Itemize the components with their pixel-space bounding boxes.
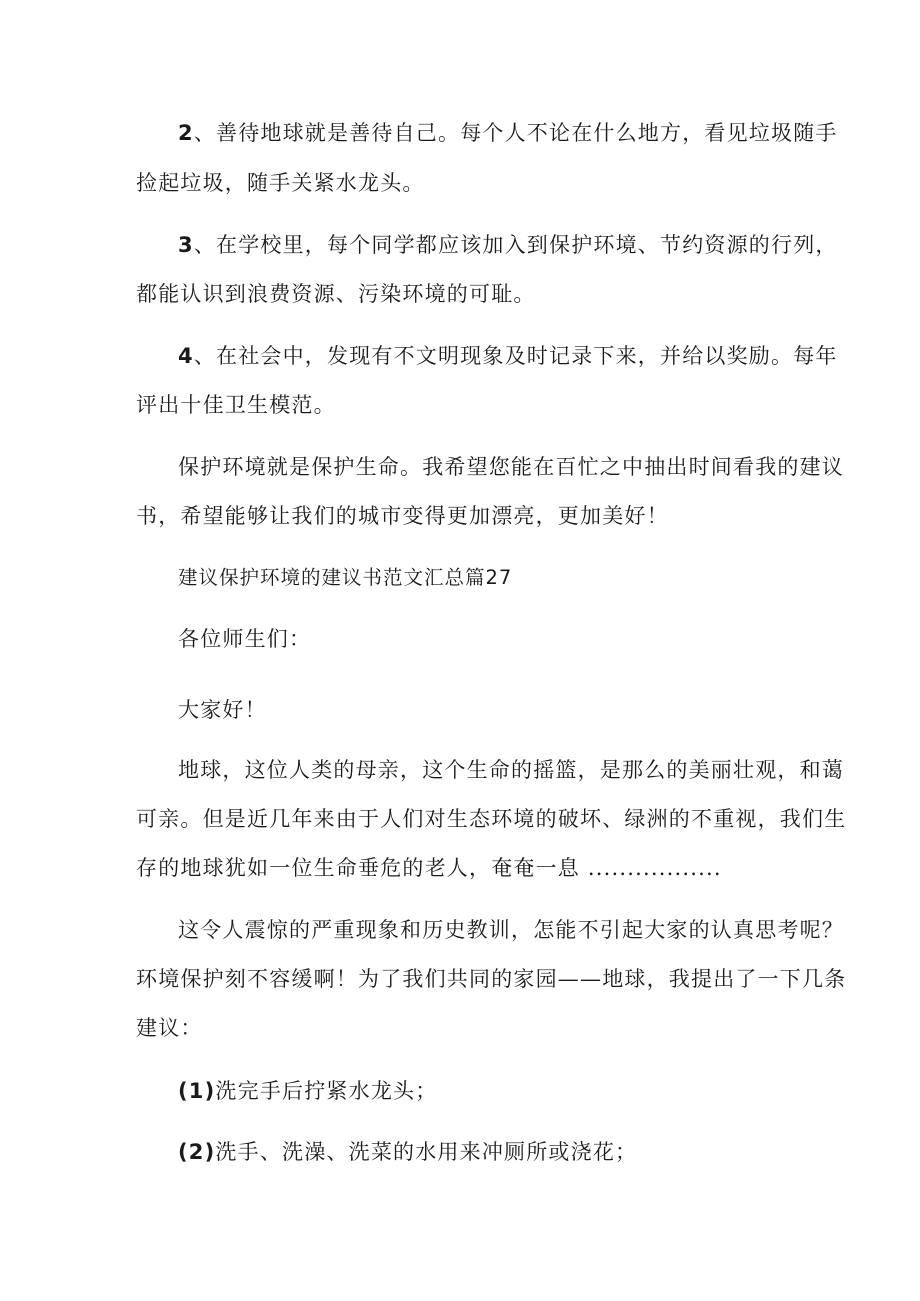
suggestion-1 [178, 1078, 437, 1104]
item-2-number: 2 [178, 121, 194, 145]
shock-line-3: 建议： [136, 1016, 203, 1040]
suggestion-2 [178, 1139, 637, 1165]
item-3-line-1 [178, 232, 838, 258]
earth-line-2: 可亲。但是近几年来由于人们对生态环境的破坏、绿洲的不重视，我们生 [136, 807, 847, 831]
item-4-line-1 [178, 343, 838, 369]
suggestion-2-text: 洗手、洗澡、洗菜的水用来冲厕所或浇花； [215, 1140, 638, 1164]
item-2-line-1 [178, 120, 838, 146]
earth-line-3: 存的地球犹如一位生命垂危的老人，奄奄一息 ................. [136, 856, 722, 880]
item-2-line-2: 捡起垃圾，随手关紧水龙头。 [136, 171, 425, 195]
item-2-text: 、善待地球就是善待自己。每个人不论在什么地方，看见垃圾随手 [193, 121, 838, 145]
item-4-number: 4 [178, 344, 194, 368]
item-3-text: 、在学校里，每个同学都应该加入到保护环境、节约资源的行列， [193, 233, 838, 257]
shock-line-2: 环境保护刻不容缓啊！为了我们共同的家园——地球，我提出了一下几条 [136, 967, 847, 991]
item-4-text: 、在社会中，发现有不文明现象及时记录下来，并给以奖励。每年 [193, 344, 838, 368]
shock-line-1: 这令人震惊的严重现象和历史教训，怎能不引起大家的认真思考呢？ [178, 918, 844, 942]
salutation: 各位师生们： [178, 627, 312, 651]
section-heading: 建议保护环境的建议书范文汇总篇27 [178, 566, 513, 589]
suggestion-1-marker: (1) [178, 1079, 216, 1103]
earth-line-1: 地球，这位人类的母亲，这个生命的摇篮，是那么的美丽壮观，和蔼 [178, 758, 844, 782]
item-4-line-2: 评出十佳卫生模范。 [136, 393, 336, 417]
item-3-line-2: 都能认识到浪费资源、污染环境的可耻。 [136, 282, 536, 306]
greeting: 大家好！ [178, 698, 267, 722]
item-3-number: 3 [178, 233, 194, 257]
conclusion-line-1: 保护环境就是保护生命。我希望您能在百忙之中抽出时间看我的建议 [178, 455, 844, 479]
suggestion-2-marker: (2) [178, 1140, 216, 1164]
suggestion-1-text: 洗完手后拧紧水龙头； [215, 1079, 438, 1103]
conclusion-line-2: 书，希望能够让我们的城市变得更加漂亮，更加美好！ [136, 504, 669, 528]
